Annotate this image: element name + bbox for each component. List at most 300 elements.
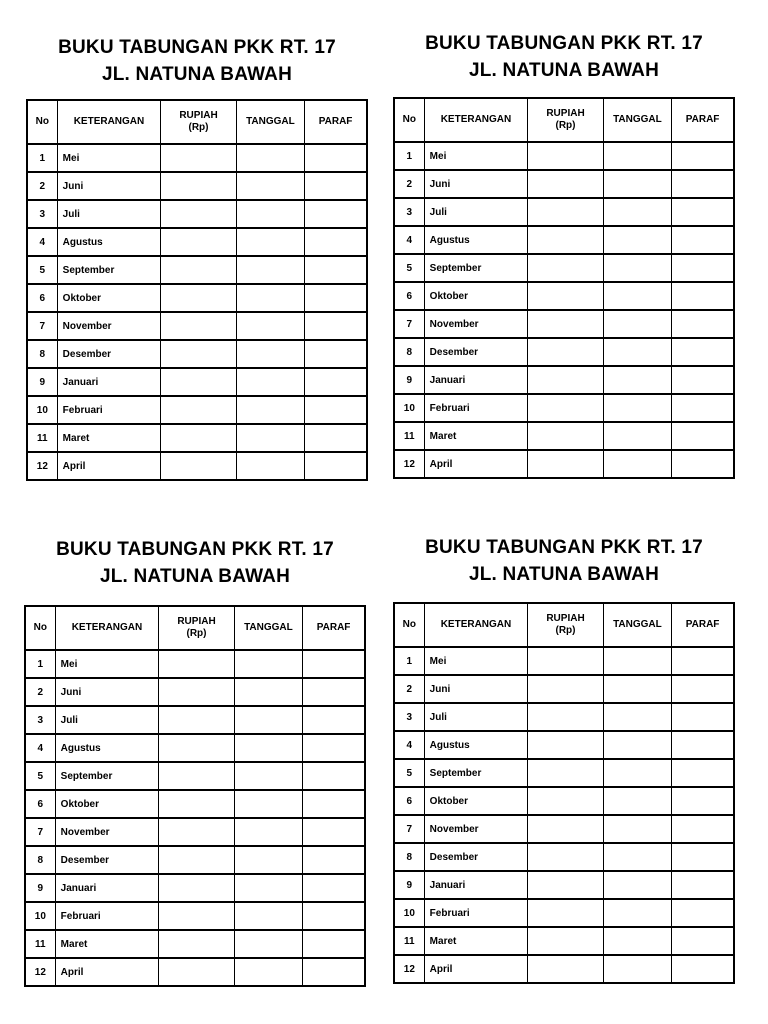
row-rupiah-cell[interactable] (159, 650, 234, 678)
row-rupiah-cell[interactable] (159, 678, 234, 706)
row-number: 6 (27, 284, 57, 312)
row-rupiah-cell[interactable] (528, 703, 603, 731)
row-rupiah-cell[interactable] (161, 228, 236, 256)
row-rupiah-cell[interactable] (528, 647, 603, 675)
row-rupiah-cell[interactable] (528, 927, 603, 955)
row-tanggal-cell[interactable] (603, 310, 671, 338)
row-rupiah-cell[interactable] (161, 312, 236, 340)
ledger-row (394, 927, 734, 955)
row-keterangan: Juli (424, 198, 528, 226)
row-rupiah-cell[interactable] (528, 366, 603, 394)
row-tanggal-cell[interactable] (603, 142, 671, 170)
header-rupiah-line1: RUPIAH (546, 108, 585, 119)
row-paraf-cell[interactable] (305, 452, 367, 480)
row-number: 10 (25, 902, 55, 930)
header-paraf: PARAF (303, 606, 365, 650)
row-rupiah-cell[interactable] (161, 340, 236, 368)
row-paraf-cell[interactable] (672, 759, 734, 787)
row-paraf-cell[interactable] (672, 787, 734, 815)
header-rupiah (161, 100, 236, 144)
row-tanggal-cell[interactable] (603, 254, 671, 282)
row-rupiah-cell[interactable] (528, 254, 603, 282)
row-paraf-cell[interactable] (672, 254, 734, 282)
ledger-header-row (27, 100, 367, 144)
row-tanggal-cell[interactable] (603, 899, 671, 927)
header-rupiah-line2: (Rp) (555, 625, 576, 636)
row-keterangan: Juni (424, 675, 528, 703)
row-tanggal-cell[interactable] (603, 394, 671, 422)
row-paraf-cell[interactable] (672, 310, 734, 338)
row-paraf-cell[interactable] (305, 144, 367, 172)
row-number: 11 (394, 422, 424, 450)
row-tanggal-cell[interactable] (603, 366, 671, 394)
row-tanggal-cell[interactable] (603, 675, 671, 703)
ledger-row (394, 731, 734, 759)
row-keterangan: Juni (424, 170, 528, 198)
row-number: 7 (25, 818, 55, 846)
row-paraf-cell[interactable] (672, 394, 734, 422)
ledger-row (25, 902, 365, 930)
row-number: 12 (394, 955, 424, 983)
ledger-row (394, 843, 734, 871)
row-rupiah-cell[interactable] (528, 675, 603, 703)
row-number: 1 (25, 650, 55, 678)
row-keterangan: Juni (55, 678, 159, 706)
ledger-row (25, 650, 365, 678)
row-rupiah-cell[interactable] (161, 368, 236, 396)
row-number: 8 (25, 846, 55, 874)
row-rupiah-cell[interactable] (159, 734, 234, 762)
row-paraf-cell[interactable] (672, 226, 734, 254)
row-rupiah-cell[interactable] (159, 762, 234, 790)
row-tanggal-cell[interactable] (236, 452, 304, 480)
row-paraf-cell[interactable] (305, 340, 367, 368)
row-tanggal-cell[interactable] (603, 759, 671, 787)
ledger-row (394, 647, 734, 675)
row-tanggal-cell[interactable] (236, 368, 304, 396)
row-paraf-cell[interactable] (305, 424, 367, 452)
row-number: 2 (394, 170, 424, 198)
card-title-line2: JL. NATUNA BAWAH (468, 564, 660, 585)
row-tanggal-cell[interactable] (234, 818, 302, 846)
row-tanggal-cell[interactable] (236, 256, 304, 284)
row-tanggal-cell[interactable] (236, 424, 304, 452)
row-rupiah-cell[interactable] (528, 310, 603, 338)
row-number: 2 (27, 172, 57, 200)
row-tanggal-cell[interactable] (603, 703, 671, 731)
row-rupiah-cell[interactable] (161, 396, 236, 424)
row-rupiah-cell[interactable] (528, 871, 603, 899)
ledger-row (394, 226, 734, 254)
row-paraf-cell[interactable] (303, 790, 365, 818)
row-rupiah-cell[interactable] (159, 930, 234, 958)
row-tanggal-cell[interactable] (603, 226, 671, 254)
ledger-row (394, 703, 734, 731)
ledger-row (25, 790, 365, 818)
ledger-row (394, 675, 734, 703)
row-paraf-cell[interactable] (672, 647, 734, 675)
ledger-row (25, 846, 365, 874)
row-paraf-cell[interactable] (672, 142, 734, 170)
row-tanggal-cell[interactable] (236, 340, 304, 368)
card-title-line2: JL. NATUNA BAWAH (99, 566, 291, 587)
row-number: 4 (25, 734, 55, 762)
row-tanggal-cell[interactable] (603, 927, 671, 955)
row-paraf-cell[interactable] (303, 846, 365, 874)
row-rupiah-cell[interactable] (528, 282, 603, 310)
row-paraf-cell[interactable] (303, 650, 365, 678)
ledger-header-row (25, 606, 365, 650)
ledger-row (394, 366, 734, 394)
row-paraf-cell[interactable] (672, 198, 734, 226)
row-paraf-cell[interactable] (303, 818, 365, 846)
row-rupiah-cell[interactable] (159, 874, 234, 902)
ledger-row (394, 310, 734, 338)
row-keterangan: Agustus (424, 731, 528, 759)
row-tanggal-cell[interactable] (236, 396, 304, 424)
row-keterangan: November (57, 312, 161, 340)
row-keterangan: September (424, 254, 528, 282)
ledger-row (27, 312, 367, 340)
row-rupiah-cell[interactable] (161, 452, 236, 480)
row-tanggal-cell[interactable] (603, 787, 671, 815)
row-paraf-cell[interactable] (672, 450, 734, 478)
header-rupiah (528, 98, 603, 142)
row-number: 6 (25, 790, 55, 818)
header-keterangan: KETERANGAN (424, 603, 528, 647)
row-keterangan: Januari (424, 366, 528, 394)
ledger-row (394, 254, 734, 282)
header-no: No (394, 98, 424, 142)
row-number: 2 (394, 675, 424, 703)
row-rupiah-cell[interactable] (159, 902, 234, 930)
ledger-row (394, 899, 734, 927)
row-tanggal-cell[interactable] (603, 198, 671, 226)
row-paraf-cell[interactable] (303, 930, 365, 958)
row-rupiah-cell[interactable] (528, 142, 603, 170)
row-rupiah-cell[interactable] (528, 450, 603, 478)
row-paraf-cell[interactable] (672, 703, 734, 731)
row-paraf-cell[interactable] (303, 902, 365, 930)
row-paraf-cell[interactable] (672, 871, 734, 899)
row-keterangan: Juli (424, 703, 528, 731)
ledger-row (25, 874, 365, 902)
row-rupiah-cell[interactable] (528, 787, 603, 815)
row-number: 6 (394, 787, 424, 815)
row-tanggal-cell[interactable] (236, 284, 304, 312)
row-paraf-cell[interactable] (303, 958, 365, 986)
card-title-line1: BUKU TABUNGAN PKK RT. 17 (425, 537, 703, 558)
card-title (393, 534, 735, 590)
header-paraf: PARAF (305, 100, 367, 144)
row-rupiah-cell[interactable] (528, 198, 603, 226)
row-tanggal-cell[interactable] (603, 647, 671, 675)
header-tanggal: TANGGAL (236, 100, 304, 144)
ledger-row (394, 142, 734, 170)
ledger-row (394, 198, 734, 226)
row-keterangan: Desember (424, 338, 528, 366)
row-keterangan: September (55, 762, 159, 790)
row-keterangan: Januari (424, 871, 528, 899)
ledger-row (27, 368, 367, 396)
row-rupiah-cell[interactable] (528, 170, 603, 198)
header-no: No (25, 606, 55, 650)
row-number: 6 (394, 282, 424, 310)
row-tanggal-cell[interactable] (603, 338, 671, 366)
ledger-row (25, 930, 365, 958)
ledger-row (27, 200, 367, 228)
header-tanggal: TANGGAL (234, 606, 302, 650)
header-no: No (394, 603, 424, 647)
row-paraf-cell[interactable] (303, 874, 365, 902)
row-rupiah-cell[interactable] (528, 338, 603, 366)
ledger-row (27, 284, 367, 312)
row-number: 11 (27, 424, 57, 452)
row-keterangan: Desember (55, 846, 159, 874)
row-tanggal-cell[interactable] (234, 790, 302, 818)
card-title-line1: BUKU TABUNGAN PKK RT. 17 (58, 37, 336, 58)
ledger-row (394, 338, 734, 366)
savings-ledger-table (24, 605, 366, 987)
row-tanggal-cell[interactable] (236, 200, 304, 228)
row-tanggal-cell[interactable] (234, 902, 302, 930)
row-keterangan: Maret (55, 930, 159, 958)
row-paraf-cell[interactable] (672, 955, 734, 983)
row-rupiah-cell[interactable] (161, 172, 236, 200)
ledger-row (394, 815, 734, 843)
row-keterangan: Oktober (424, 787, 528, 815)
ledger-row (394, 450, 734, 478)
row-keterangan: September (57, 256, 161, 284)
header-rupiah-line1: RUPIAH (546, 613, 585, 624)
card-title-line2: JL. NATUNA BAWAH (468, 60, 660, 81)
ledger-row (25, 958, 365, 986)
row-number: 8 (27, 340, 57, 368)
header-rupiah (159, 606, 234, 650)
row-number: 11 (394, 927, 424, 955)
row-paraf-cell[interactable] (672, 675, 734, 703)
row-tanggal-cell[interactable] (234, 846, 302, 874)
ledger-row (394, 787, 734, 815)
ledger-row (394, 170, 734, 198)
card-title (24, 536, 366, 592)
row-paraf-cell[interactable] (305, 228, 367, 256)
row-keterangan: Februari (57, 396, 161, 424)
row-tanggal-cell[interactable] (234, 650, 302, 678)
ledger-row (394, 759, 734, 787)
row-tanggal-cell[interactable] (603, 843, 671, 871)
row-rupiah-cell[interactable] (161, 284, 236, 312)
row-tanggal-cell[interactable] (234, 678, 302, 706)
ledger-row (394, 422, 734, 450)
row-paraf-cell[interactable] (305, 312, 367, 340)
row-rupiah-cell[interactable] (528, 843, 603, 871)
header-rupiah-line2: (Rp) (188, 122, 209, 133)
row-tanggal-cell[interactable] (603, 731, 671, 759)
row-number: 7 (394, 815, 424, 843)
row-keterangan: April (424, 450, 528, 478)
row-keterangan: April (424, 955, 528, 983)
row-tanggal-cell[interactable] (234, 706, 302, 734)
row-tanggal-cell[interactable] (603, 282, 671, 310)
row-keterangan: Oktober (57, 284, 161, 312)
row-number: 2 (25, 678, 55, 706)
row-keterangan: Mei (55, 650, 159, 678)
row-tanggal-cell[interactable] (603, 955, 671, 983)
header-tanggal: TANGGAL (603, 603, 671, 647)
row-keterangan: Mei (424, 142, 528, 170)
row-tanggal-cell[interactable] (234, 930, 302, 958)
row-number: 5 (27, 256, 57, 284)
row-rupiah-cell[interactable] (528, 422, 603, 450)
row-paraf-cell[interactable] (672, 815, 734, 843)
row-paraf-cell[interactable] (303, 706, 365, 734)
row-paraf-cell[interactable] (672, 843, 734, 871)
card-title (26, 34, 368, 90)
savings-card (24, 536, 366, 978)
row-number: 9 (27, 368, 57, 396)
savings-ledger-table (393, 97, 735, 479)
row-paraf-cell[interactable] (305, 200, 367, 228)
row-keterangan: Juli (55, 706, 159, 734)
row-tanggal-cell[interactable] (234, 874, 302, 902)
row-number: 4 (394, 731, 424, 759)
row-paraf-cell[interactable] (303, 678, 365, 706)
row-keterangan: Mei (57, 144, 161, 172)
row-paraf-cell[interactable] (303, 734, 365, 762)
row-paraf-cell[interactable] (305, 172, 367, 200)
row-paraf-cell[interactable] (672, 731, 734, 759)
row-keterangan: Januari (57, 368, 161, 396)
row-paraf-cell[interactable] (672, 899, 734, 927)
ledger-row (27, 256, 367, 284)
row-number: 11 (25, 930, 55, 958)
card-title-line1: BUKU TABUNGAN PKK RT. 17 (425, 33, 703, 54)
row-keterangan: November (424, 815, 528, 843)
row-tanggal-cell[interactable] (234, 762, 302, 790)
row-keterangan: Maret (424, 927, 528, 955)
row-tanggal-cell[interactable] (234, 734, 302, 762)
ledger-row (394, 955, 734, 983)
ledger-row (394, 282, 734, 310)
row-keterangan: Desember (424, 843, 528, 871)
row-tanggal-cell[interactable] (603, 871, 671, 899)
row-number: 7 (394, 310, 424, 338)
row-number: 10 (394, 394, 424, 422)
ledger-row (27, 424, 367, 452)
row-rupiah-cell[interactable] (528, 394, 603, 422)
row-tanggal-cell[interactable] (234, 958, 302, 986)
header-paraf: PARAF (672, 603, 734, 647)
row-paraf-cell[interactable] (305, 368, 367, 396)
row-rupiah-cell[interactable] (528, 899, 603, 927)
ledger-row (27, 396, 367, 424)
row-rupiah-cell[interactable] (528, 226, 603, 254)
row-keterangan: Mei (424, 647, 528, 675)
row-paraf-cell[interactable] (305, 256, 367, 284)
savings-card (393, 534, 735, 975)
row-keterangan: September (424, 759, 528, 787)
row-rupiah-cell[interactable] (159, 818, 234, 846)
row-number: 8 (394, 843, 424, 871)
row-tanggal-cell[interactable] (236, 172, 304, 200)
row-keterangan: April (57, 452, 161, 480)
row-rupiah-cell[interactable] (528, 955, 603, 983)
row-rupiah-cell[interactable] (159, 958, 234, 986)
row-paraf-cell[interactable] (672, 282, 734, 310)
ledger-row (25, 734, 365, 762)
row-keterangan: Februari (424, 394, 528, 422)
row-tanggal-cell[interactable] (603, 422, 671, 450)
row-number: 3 (394, 198, 424, 226)
row-rupiah-cell[interactable] (161, 424, 236, 452)
row-keterangan: Juli (57, 200, 161, 228)
row-paraf-cell[interactable] (672, 927, 734, 955)
row-keterangan: Juni (57, 172, 161, 200)
row-number: 4 (394, 226, 424, 254)
row-rupiah-cell[interactable] (528, 731, 603, 759)
row-rupiah-cell[interactable] (528, 815, 603, 843)
header-keterangan: KETERANGAN (57, 100, 161, 144)
row-keterangan: Maret (57, 424, 161, 452)
header-keterangan: KETERANGAN (424, 98, 528, 142)
row-keterangan: Maret (424, 422, 528, 450)
row-keterangan: Oktober (424, 282, 528, 310)
row-tanggal-cell[interactable] (603, 450, 671, 478)
row-tanggal-cell[interactable] (603, 815, 671, 843)
row-tanggal-cell[interactable] (603, 170, 671, 198)
row-paraf-cell[interactable] (305, 284, 367, 312)
row-rupiah-cell[interactable] (528, 759, 603, 787)
row-paraf-cell[interactable] (303, 762, 365, 790)
row-number: 9 (394, 871, 424, 899)
header-rupiah (528, 603, 603, 647)
row-number: 1 (27, 144, 57, 172)
ledger-row (394, 394, 734, 422)
row-tanggal-cell[interactable] (236, 312, 304, 340)
row-number: 12 (394, 450, 424, 478)
savings-card (26, 34, 368, 472)
row-paraf-cell[interactable] (305, 396, 367, 424)
row-number: 3 (27, 200, 57, 228)
row-tanggal-cell[interactable] (236, 144, 304, 172)
row-number: 7 (27, 312, 57, 340)
row-rupiah-cell[interactable] (161, 200, 236, 228)
row-paraf-cell[interactable] (672, 338, 734, 366)
row-paraf-cell[interactable] (672, 422, 734, 450)
row-paraf-cell[interactable] (672, 366, 734, 394)
row-rupiah-cell[interactable] (159, 846, 234, 874)
row-number: 12 (27, 452, 57, 480)
card-title-line1: BUKU TABUNGAN PKK RT. 17 (56, 539, 334, 560)
row-keterangan: Februari (55, 902, 159, 930)
ledger-row (394, 871, 734, 899)
row-number: 5 (394, 759, 424, 787)
row-number: 4 (27, 228, 57, 256)
row-keterangan: Januari (55, 874, 159, 902)
row-rupiah-cell[interactable] (159, 790, 234, 818)
ledger-row (25, 706, 365, 734)
row-number: 10 (27, 396, 57, 424)
row-rupiah-cell[interactable] (159, 706, 234, 734)
row-number: 5 (25, 762, 55, 790)
row-keterangan: Agustus (57, 228, 161, 256)
row-rupiah-cell[interactable] (161, 144, 236, 172)
row-paraf-cell[interactable] (672, 170, 734, 198)
row-keterangan: Februari (424, 899, 528, 927)
row-rupiah-cell[interactable] (161, 256, 236, 284)
row-tanggal-cell[interactable] (236, 228, 304, 256)
